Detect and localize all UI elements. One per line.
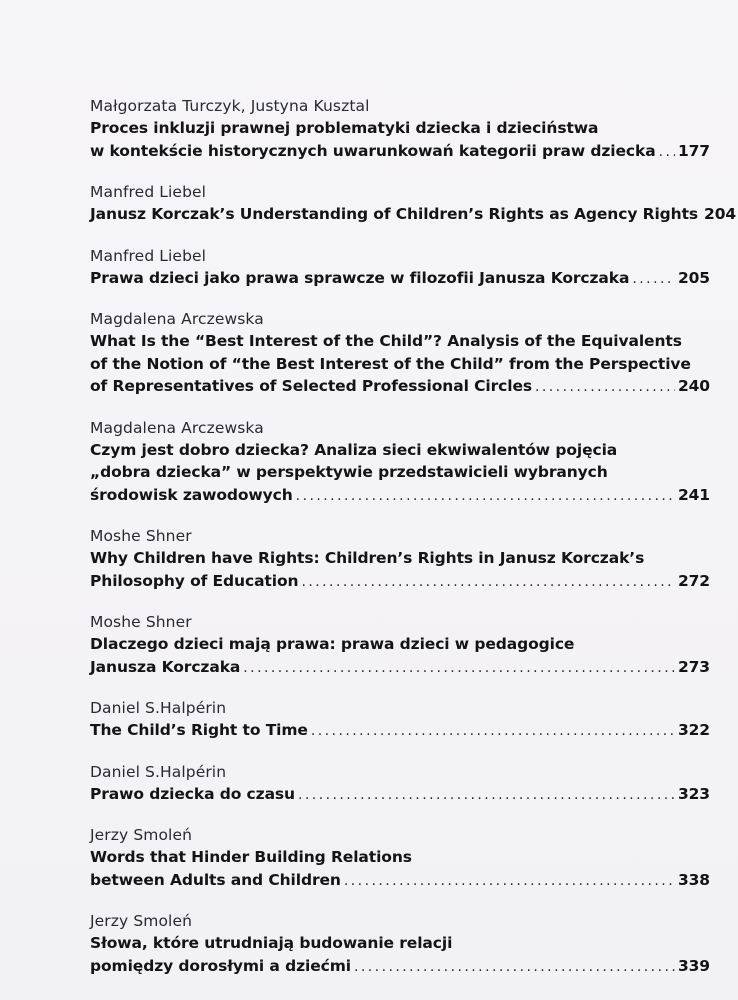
toc-title-text: w kontekście historycznych uwarunkowań kategorii praw dziecka: [90, 141, 656, 160]
toc-page-number: 272: [677, 571, 710, 590]
toc-author: Daniel S.Halpérin: [90, 699, 227, 717]
toc-title-text: Janusz Korczak’s Understanding of Children’s Rights as Agency Rights: [90, 205, 699, 223]
toc-author: Jerzy Smoleń: [90, 826, 193, 844]
toc-author: Magdalena Arczewska: [90, 418, 264, 437]
toc-entry[interactable]: [90, 761, 710, 807]
dot-leader: [344, 870, 675, 893]
toc-page-number: 205: [677, 268, 710, 287]
toc-title-text: of Representatives of Selected Professional Circles: [90, 377, 532, 395]
toc-entry[interactable]: [90, 95, 710, 163]
toc-title-last-line: [90, 375, 710, 399]
toc-title-line: Dlaczego dzieci mają prawa: prawa dzieci w pedagogice: [90, 635, 575, 653]
toc-page-number: 241: [677, 485, 710, 504]
toc-author: Moshe Shner: [90, 613, 192, 631]
toc-title-text: The Child’s Right to Time: [90, 721, 308, 739]
toc-title-last-line: [90, 955, 710, 979]
toc-title-last-line: [90, 570, 710, 594]
dot-leader: [296, 485, 675, 508]
dot-leader: [243, 657, 675, 680]
toc-entry[interactable]: [90, 181, 737, 227]
toc-page-number: 339: [677, 956, 710, 975]
toc-title-last-line: [90, 869, 710, 893]
toc-author: Manfred Liebel: [90, 183, 207, 201]
toc-page-number: 204: [704, 205, 737, 223]
toc-entry[interactable]: [90, 417, 710, 508]
toc-page-number: 323: [677, 784, 710, 803]
toc-title-line: Czym jest dobro dziecka? Analiza sieci ekwiwalentów pojęcia: [90, 440, 618, 459]
dot-leader: [354, 956, 675, 979]
toc-title-text: pomiędzy dorosłymi a dziećmi: [90, 956, 351, 975]
toc-title-last-line: [90, 656, 710, 680]
toc-title-last-line: [90, 203, 737, 227]
toc-page-number: 322: [677, 721, 710, 739]
toc-title-last-line: [90, 484, 710, 508]
toc-title-text: Philosophy of Education: [90, 571, 299, 590]
toc-title-line: Proces inkluzji prawnej problematyki dziecka i dzieciństwa: [90, 119, 599, 137]
toc-author: Daniel S.Halpérin: [90, 762, 227, 781]
toc-author: Manfred Liebel: [90, 246, 207, 265]
toc-title-text: Prawo dziecka do czasu: [90, 784, 295, 803]
toc-title-last-line: [90, 719, 710, 743]
toc-page-number: 240: [677, 377, 710, 395]
toc-entry[interactable]: [90, 525, 710, 593]
toc-entry[interactable]: [90, 245, 710, 291]
toc-entry[interactable]: [90, 611, 710, 679]
toc-title-line: „dobra dziecka” w perspektywie przedstawicieli wybranych: [90, 463, 608, 481]
toc-title-text: between Adults and Children: [90, 870, 341, 889]
toc-page-number: 177: [677, 141, 710, 160]
toc-title-last-line: [90, 267, 710, 291]
dot-leader: [301, 571, 675, 594]
toc-title-last-line: [90, 783, 710, 807]
dot-leader: [311, 720, 675, 743]
toc-entry[interactable]: [90, 824, 710, 892]
toc-author: Małgorzata Turczyk, Justyna Kusztal: [90, 97, 370, 115]
toc-title-line: Why Children have Rights: Children’s Rights in Janusz Korczak’s: [90, 549, 645, 567]
toc-author: Jerzy Smoleń: [90, 912, 193, 930]
toc-title-last-line: [90, 140, 710, 164]
toc-page-number: 338: [677, 870, 710, 889]
dot-leader: [298, 784, 675, 807]
toc-title-line: What Is the “Best Interest of the Child”? Analysis of the Equivalents: [90, 332, 682, 350]
toc-title-line: Słowa, które utrudniają budowanie relacji: [90, 934, 453, 952]
dot-leader: [535, 376, 675, 399]
toc-title-line: Words that Hinder Building Relations: [90, 848, 412, 866]
toc-entry[interactable]: [90, 697, 710, 743]
toc-entry[interactable]: [90, 910, 710, 978]
toc-title-text: środowisk zawodowych: [90, 485, 293, 504]
toc-title-text: Prawa dzieci jako prawa sprawcze w filozofii Janusza Korczaka: [90, 268, 630, 287]
dot-leader: [632, 268, 675, 291]
table-of-contents: [90, 95, 737, 996]
toc-page-number: 273: [677, 657, 710, 676]
toc-entry[interactable]: [90, 308, 710, 399]
toc-author: Moshe Shner: [90, 527, 192, 545]
dot-leader: [659, 141, 675, 164]
toc-title-line: of the Notion of “the Best Interest of the Child” from the Perspective: [90, 354, 691, 373]
toc-author: Magdalena Arczewska: [90, 310, 264, 328]
toc-title-text: Janusza Korczaka: [90, 657, 241, 676]
